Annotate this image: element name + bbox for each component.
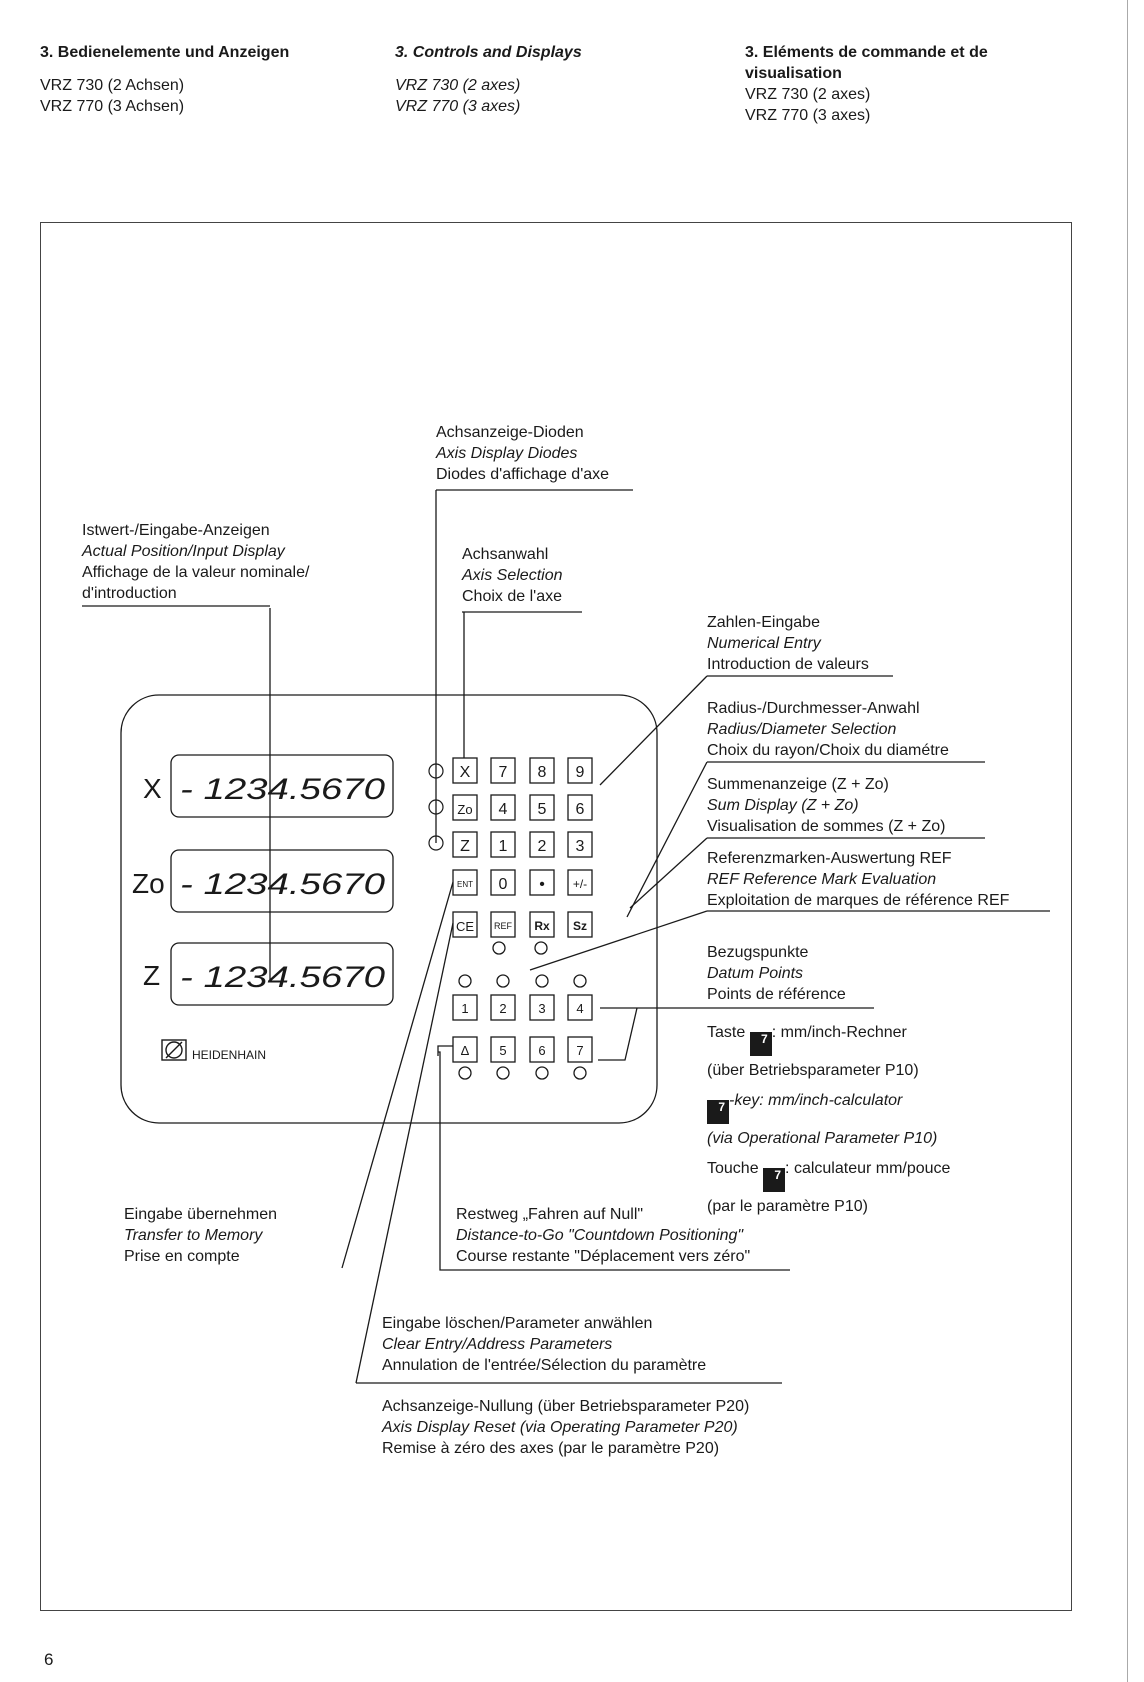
led-rx [535, 942, 547, 954]
display-value-zo: - 1234.5670 [180, 868, 386, 901]
display-value-z: - 1234.5670 [180, 961, 386, 994]
header-fr-line1: VRZ 730 (2 axes) [745, 86, 871, 103]
key-6-label: 6 [575, 801, 585, 818]
key-datum-5-label: 5 [499, 1043, 507, 1058]
key-rx-label: Rx [534, 919, 550, 933]
key-datum-3-label: 3 [538, 1001, 546, 1016]
axis-name-x: X [143, 773, 162, 804]
key-5-label: 5 [537, 801, 547, 818]
header-en-line1: VRZ 730 (2 axes) [395, 77, 521, 94]
key-decimal-label: • [539, 876, 545, 893]
label-clear-entry: Eingabe löschen/Parameter anwählen Clear Entry/Address Parameters Annulation de l'entrée/Sélection du paramètre [382, 1315, 707, 1374]
key-axis-zo-label: Zo [457, 802, 473, 817]
header-fr-title2: visualisation [745, 65, 842, 82]
led-datum-1 [459, 975, 471, 987]
key-9-label: 9 [575, 764, 585, 781]
display-value-x: - 1234.5670 [180, 773, 386, 806]
key-ent-label: ENT [457, 880, 473, 889]
key-datum-7-label: 7 [576, 1043, 584, 1058]
label-calculator: Taste 7 : mm/inch-Rechner (über Betriebsparameter P10) 7 -key: mm/inch-calculator (via Operational Parameter P10) Touche 7 : calculateur mm/pouce (par le paramètre P10) [707, 1024, 951, 1215]
heidenhain-logo [162, 1040, 266, 1062]
key-datum-4-label: 4 [576, 1001, 584, 1016]
label-axis-reset: Achsanzeige-Nullung (über Betriebsparameter P20) Axis Display Reset (via Operating Parameter P20) Remise à zéro des axes (par le paramètre P20) [382, 1398, 750, 1457]
header-en-title: 3. Controls and Displays [395, 44, 582, 61]
label-ref-marks: Referenzmarken-Auswertung REF REF Reference Mark Evaluation Exploitation de marques de référence REF [707, 850, 1010, 909]
label-distance-to-go: Restweg „Fahren auf Null" Distance-to-Go "Countdown Positioning" Course restante "Déplacement vers zéro" [456, 1206, 751, 1265]
axis-name-z: Z [143, 960, 161, 991]
label-transfer: Eingabe übernehmen Transfer to Memory Prise en compte [124, 1206, 278, 1265]
key-3-label: 3 [575, 838, 585, 855]
led-datum-6 [497, 1067, 509, 1079]
led-datum-8 [574, 1067, 586, 1079]
key-7-label: 7 [498, 764, 508, 781]
led-datum-7 [536, 1067, 548, 1079]
header-fr-line2: VRZ 770 (3 axes) [745, 107, 871, 124]
key-datum-2-label: 2 [499, 1001, 507, 1016]
label-axis-selection: Achsanwahl Axis Selection Choix de l'axe [462, 546, 563, 605]
key-8-label: 8 [537, 764, 547, 781]
key-1-label: 1 [498, 838, 508, 855]
label-radius-diameter: Radius-/Durchmesser-Anwahl Radius/Diameter Selection Choix du rayon/Choix du diamétre [707, 700, 949, 759]
label-sum-display: Summenanzeige (Z + Zo) Sum Display (Z + Zo) Visualisation de sommes (Z + Zo) [707, 776, 946, 835]
key-7-datum-icon: 7 [763, 1168, 785, 1192]
key-4-label: 4 [498, 801, 508, 818]
label-actual-display: Istwert-/Eingabe-Anzeigen Actual Position/Input Display Affichage de la valeur nominale/ d'introduction [82, 522, 310, 602]
key-ce-label: CE [455, 919, 475, 934]
led-datum-4 [574, 975, 586, 987]
key-ref-label: REF [494, 921, 512, 931]
key-datum-1-label: 1 [461, 1001, 469, 1016]
label-datum-points: Bezugspunkte Datum Points Points de référence [707, 944, 846, 1003]
header-fr-title1: 3. Eléments de commande et de [745, 44, 988, 61]
header-en-line2: VRZ 770 (3 axes) [395, 98, 521, 115]
axis-name-zo: Zo [132, 868, 165, 899]
key-0-label: 0 [498, 876, 508, 893]
key-axis-x-label: X [459, 764, 471, 781]
page-number: 6 [44, 1650, 54, 1669]
label-axis-diodes: Achsanzeige-Dioden Axis Display Diodes Diodes d'affichage d'axe [436, 424, 610, 483]
led-datum-3 [536, 975, 548, 987]
header-de-line2: VRZ 770 (3 Achsen) [40, 98, 185, 115]
led-ref [493, 942, 505, 954]
led-datum-5 [459, 1067, 471, 1079]
header-de-title: 3. Bedienelemente und Anzeigen [40, 44, 290, 61]
key-reset-delta-label: Δ [460, 1043, 470, 1058]
key-datum-6-label: 6 [538, 1043, 546, 1058]
key-2-label: 2 [537, 838, 547, 855]
header-de-line1: VRZ 730 (2 Achsen) [40, 77, 185, 94]
label-numerical-entry: Zahlen-Eingabe Numerical Entry Introduction de valeurs [707, 614, 869, 673]
key-plus-minus-label: +/- [572, 877, 588, 891]
key-7-datum-icon: 7 [750, 1032, 772, 1056]
key-axis-z-label: Z [460, 838, 470, 855]
key-7-datum-icon: 7 [707, 1100, 729, 1124]
led-datum-2 [497, 975, 509, 987]
brand-name: HEIDENHAIN [192, 1048, 267, 1062]
key-sz-label: Sz [572, 919, 588, 933]
